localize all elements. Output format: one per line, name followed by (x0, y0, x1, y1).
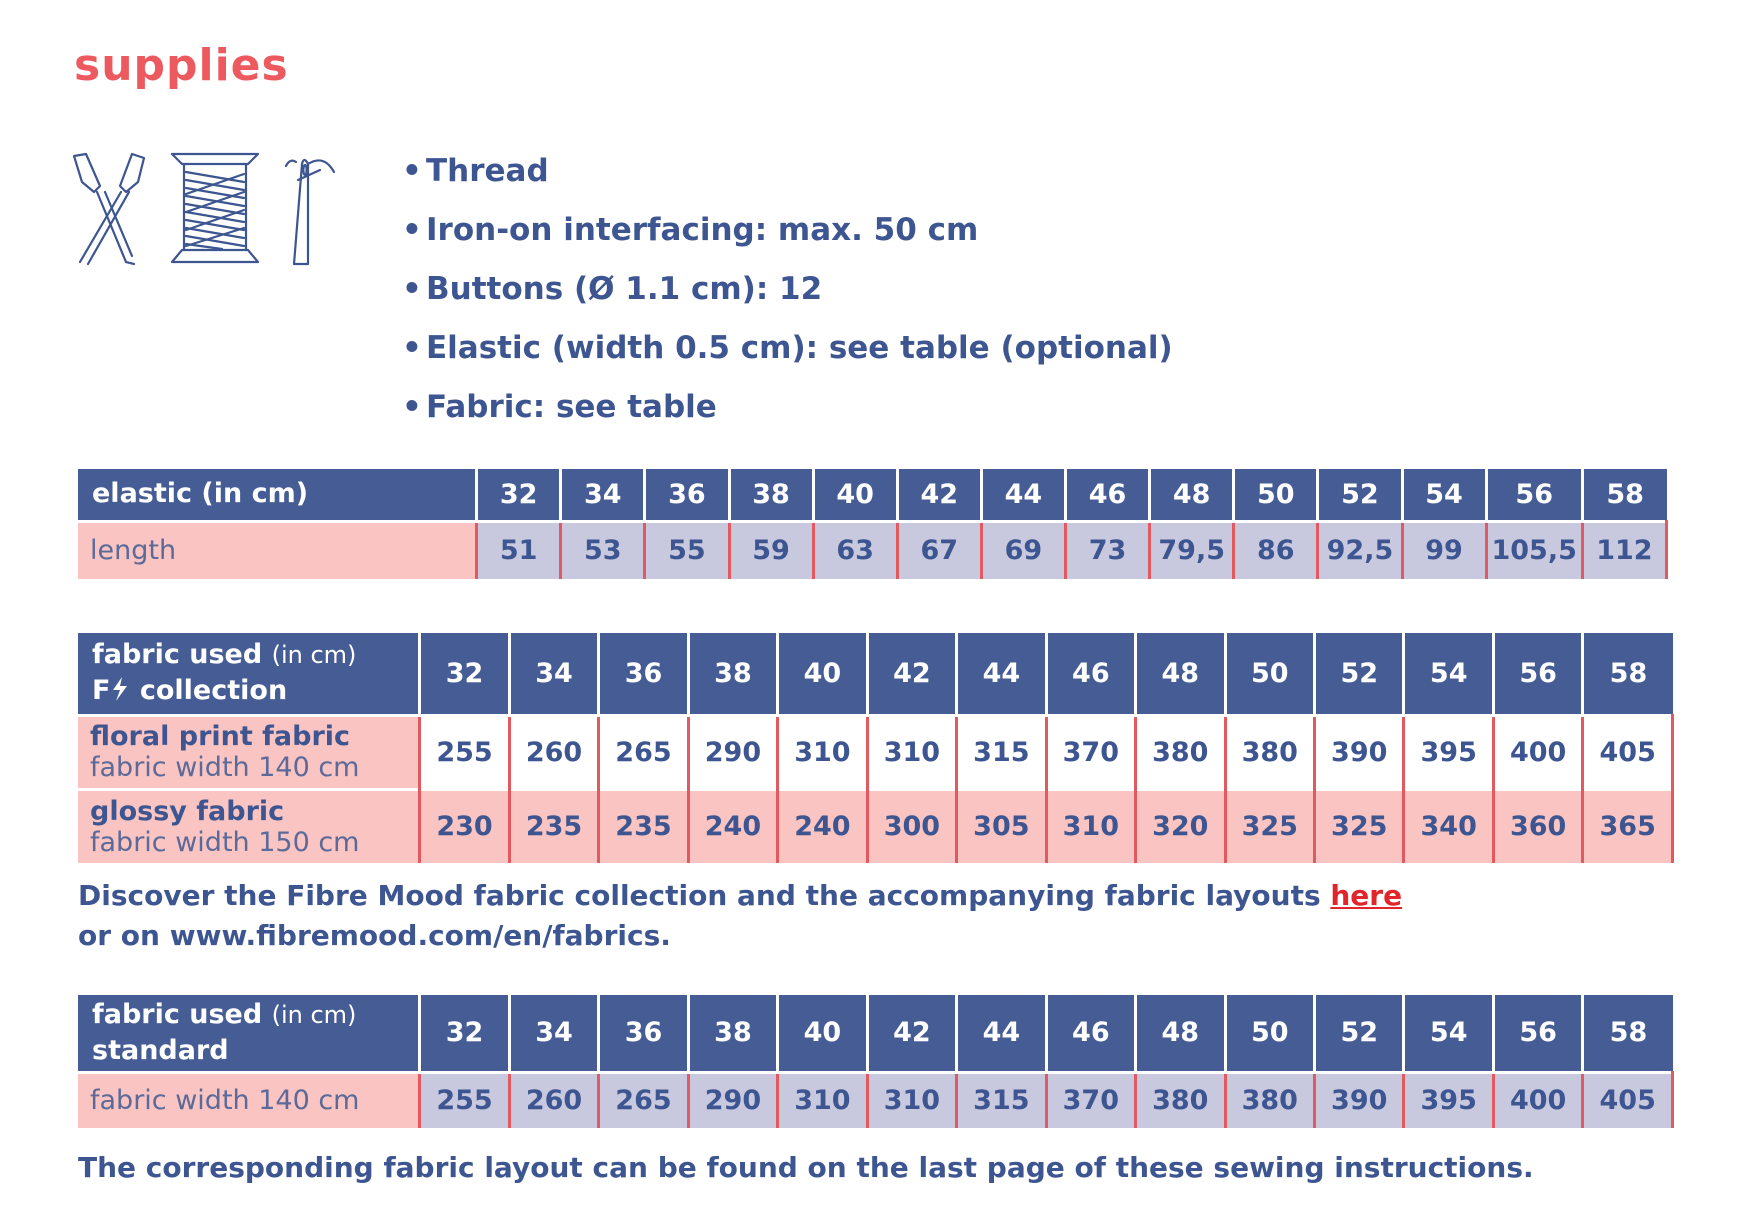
table-cell: 230 (420, 789, 509, 863)
table-cell: 92,5 (1318, 521, 1402, 579)
size-header: 44 (957, 995, 1046, 1072)
table-cell: 265 (599, 715, 688, 789)
size-header: 46 (1066, 469, 1150, 521)
size-header: 46 (1046, 633, 1135, 715)
size-header: 36 (645, 469, 729, 521)
collection-fabric-table (78, 633, 1674, 863)
table-cell: 255 (420, 1072, 509, 1128)
table-cell: 405 (1583, 1072, 1673, 1128)
table-cell: 310 (778, 1072, 867, 1128)
collection-note: Discover the Fibre Mood fabric collection and the accompanying fabric layouts here or on www.fibremood.com/en/fabrics. (78, 879, 1403, 952)
table-cell: 325 (1225, 789, 1314, 863)
size-header: 38 (688, 633, 777, 715)
size-header: 46 (1046, 995, 1135, 1072)
collection-table-header: fabric used (in cm) F collection (78, 633, 420, 715)
size-header: 38 (729, 469, 813, 521)
table-cell: 67 (897, 521, 981, 579)
table-cell: 340 (1404, 789, 1493, 863)
scissors-icon (74, 154, 144, 264)
table-cell: 69 (981, 521, 1065, 579)
table-cell: 300 (867, 789, 956, 863)
supply-item-interfacing: • Iron-on interfacing: max. 50 cm (402, 212, 979, 248)
size-header: 44 (957, 633, 1046, 715)
table-cell: 290 (688, 1072, 777, 1128)
size-header: 54 (1404, 633, 1493, 715)
size-header: 50 (1225, 633, 1314, 715)
table-cell: 260 (509, 1072, 598, 1128)
table-cell: 59 (729, 521, 813, 579)
fabric-layouts-link[interactable]: here (1330, 879, 1403, 912)
table-cell: 305 (957, 789, 1046, 863)
size-header: 32 (420, 995, 509, 1072)
table-cell: 405 (1583, 715, 1673, 789)
thread-spool-icon (172, 154, 258, 262)
size-header: 36 (599, 633, 688, 715)
table-cell: 400 (1493, 715, 1582, 789)
size-header: 50 (1225, 995, 1314, 1072)
row-label-length: length (78, 521, 477, 579)
size-header: 52 (1318, 469, 1402, 521)
table-cell: 380 (1225, 715, 1314, 789)
table-cell: 395 (1404, 1072, 1493, 1128)
size-header: 58 (1583, 995, 1673, 1072)
size-header: 36 (599, 995, 688, 1072)
size-header: 42 (867, 633, 956, 715)
supply-item-thread: • Thread (402, 153, 549, 189)
table-cell: 290 (688, 715, 777, 789)
size-header: 42 (897, 469, 981, 521)
size-header: 56 (1493, 633, 1582, 715)
size-header: 32 (420, 633, 509, 715)
table-cell: 235 (509, 789, 598, 863)
table-cell: 380 (1136, 715, 1225, 789)
table-cell: 325 (1315, 789, 1404, 863)
table-cell: 370 (1046, 715, 1135, 789)
table-cell: 86 (1234, 521, 1318, 579)
table-cell: 79,5 (1150, 521, 1234, 579)
needle-icon (286, 160, 334, 264)
table-cell: 51 (477, 521, 561, 579)
table-cell: 235 (599, 789, 688, 863)
size-header: 48 (1150, 469, 1234, 521)
size-header: 32 (477, 469, 561, 521)
table-cell: 310 (867, 715, 956, 789)
size-header: 52 (1315, 995, 1404, 1072)
table-cell: 310 (778, 715, 867, 789)
size-header: 34 (561, 469, 645, 521)
table-cell: 315 (957, 1072, 1046, 1128)
standard-table-header: fabric used (in cm) standard (78, 995, 420, 1072)
table-cell: 400 (1493, 1072, 1582, 1128)
table-cell: 55 (645, 521, 729, 579)
size-header: 54 (1402, 469, 1486, 521)
footer-note: The corresponding fabric layout can be found on the last page of these sewing instructions. (78, 1151, 1534, 1184)
table-cell: 240 (688, 789, 777, 863)
table-cell: 365 (1583, 789, 1673, 863)
table-cell: 390 (1315, 1072, 1404, 1128)
table-cell: 310 (867, 1072, 956, 1128)
size-header: 38 (688, 995, 777, 1072)
table-cell: 380 (1225, 1072, 1314, 1128)
elastic-table-header: elastic (in cm) (78, 469, 477, 521)
size-header: 34 (509, 995, 598, 1072)
table-cell: 112 (1582, 521, 1666, 579)
table-cell: 360 (1493, 789, 1582, 863)
table-cell: 73 (1066, 521, 1150, 579)
table-cell: 395 (1404, 715, 1493, 789)
table-cell: 63 (813, 521, 897, 579)
table-cell: 320 (1136, 789, 1225, 863)
size-header: 42 (867, 995, 956, 1072)
table-cell: 99 (1402, 521, 1486, 579)
size-header: 48 (1136, 995, 1225, 1072)
table-cell: 265 (599, 1072, 688, 1128)
size-header: 56 (1493, 995, 1582, 1072)
table-cell: 255 (420, 715, 509, 789)
page-title: supplies (74, 40, 289, 91)
table-cell: 240 (778, 789, 867, 863)
elastic-table (78, 469, 1668, 579)
fibre-mood-logo-icon: F (92, 675, 140, 706)
table-cell: 310 (1046, 789, 1135, 863)
table-cell: 370 (1046, 1072, 1135, 1128)
size-header: 50 (1234, 469, 1318, 521)
size-header: 48 (1136, 633, 1225, 715)
supply-item-fabric: • Fabric: see table (402, 389, 717, 425)
table-cell: 390 (1315, 715, 1404, 789)
row-label-floral: floral print fabric fabric width 140 cm (78, 715, 420, 789)
row-label-fabric-width: fabric width 140 cm (78, 1072, 420, 1128)
sewing-icons (72, 152, 362, 272)
supply-item-buttons: • Buttons (Ø 1.1 cm): 12 (402, 271, 823, 307)
size-header: 44 (981, 469, 1065, 521)
size-header: 40 (778, 633, 867, 715)
size-header: 56 (1486, 469, 1582, 521)
size-header: 34 (509, 633, 598, 715)
table-cell: 380 (1136, 1072, 1225, 1128)
size-header: 40 (813, 469, 897, 521)
row-label-glossy: glossy fabric fabric width 150 cm (78, 789, 420, 863)
table-cell: 105,5 (1486, 521, 1582, 579)
size-header: 52 (1315, 633, 1404, 715)
size-header: 58 (1583, 633, 1673, 715)
size-header: 54 (1404, 995, 1493, 1072)
supply-item-elastic: • Elastic (width 0.5 cm): see table (optional) (402, 330, 1173, 366)
size-header: 40 (778, 995, 867, 1072)
table-cell: 315 (957, 715, 1046, 789)
standard-fabric-table (78, 995, 1674, 1128)
size-header: 58 (1582, 469, 1666, 521)
table-cell: 260 (509, 715, 598, 789)
table-cell: 53 (561, 521, 645, 579)
supplies-list (402, 150, 1173, 445)
